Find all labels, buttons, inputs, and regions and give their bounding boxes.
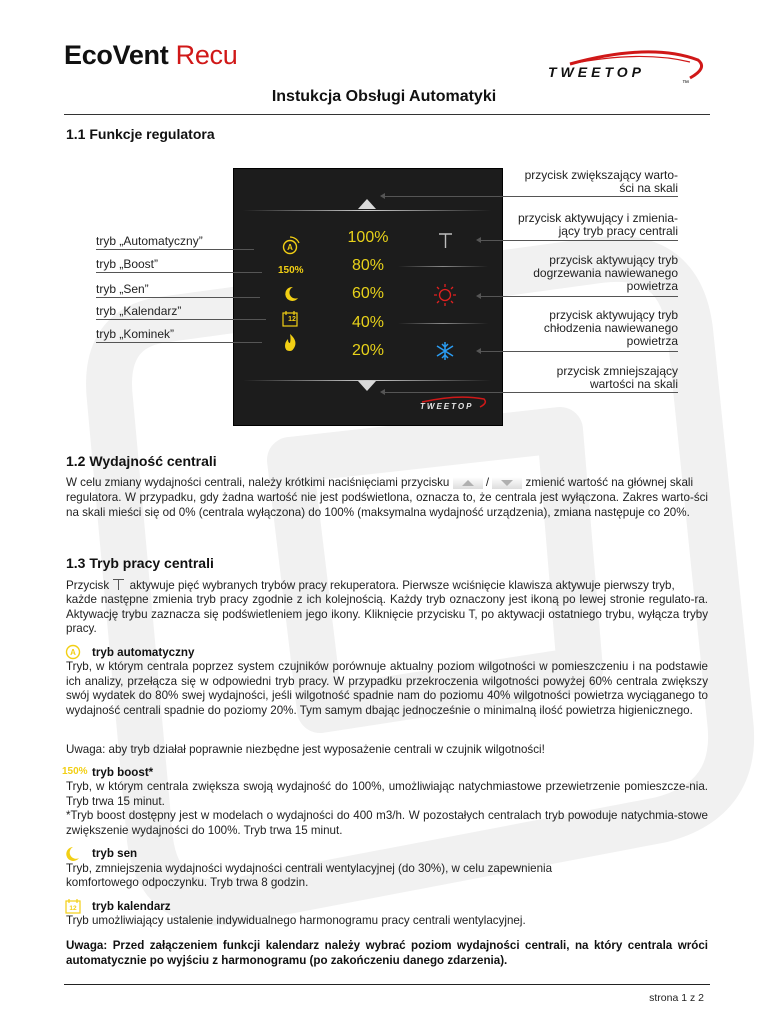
leader-arrow [476,237,481,243]
leader-line [96,297,260,298]
leader-line [480,240,678,241]
right-divider [398,266,488,267]
fireplace-flame-icon [285,334,295,351]
auto-mode-note: Uwaga: aby tryb działał poprawnie niezbędne jest wyposażenie centrali w czujnik wilgotności! [66,743,545,756]
boost-mode-icon: 150% [278,265,304,276]
label-sleep-mode: tryb „Sen” [96,282,149,296]
section-heading-modes: 1.3 Tryb pracy centrali [66,555,214,571]
footer-divider [64,984,710,985]
leader-line [96,249,254,250]
brand-name: EcoVent [64,40,169,70]
auto-mode-icon [284,237,300,254]
leader-arrow [476,348,481,354]
label-mode-button: przycisk aktywujący i zmienia- jący tryb pracy centrali [517,211,678,238]
calendar-day-number: 12 [69,905,77,912]
logo-text: TWEETOP [548,64,645,80]
scale-value: 60% [351,285,385,302]
svg-text:A: A [287,243,293,252]
scale-up-button[interactable] [358,199,376,209]
label-auto-mode: tryb „Automatyczny” [96,234,203,248]
document-title: Instukcja Obsługi Automatyki [271,88,497,105]
section-heading-functions: 1.1 Funkcje regulatora [66,126,215,142]
inline-up-icon [453,477,483,489]
logo-trademark: ™ [682,80,689,87]
brand-title [64,40,237,71]
brand-model: Recu [175,40,238,70]
cooling-snowflake-icon[interactable] [437,342,453,360]
leader-arrow [380,193,385,199]
modes-intro-line1: Przycisk aktywuje pięć wybranych trybów pracy rekuperatora. Pierwsze wciśnięcie klawisza aktywuje pierwszy tryb, [66,579,675,592]
boost-mode-icon: 150% [62,766,88,777]
calendar-mode-title: tryb kalendarz [92,900,171,913]
right-divider [398,323,488,324]
inline-down-icon [492,477,522,489]
sleep-mode-line2: komfortowego odpoczynku. Tryb trwa 8 godzin. [66,876,309,889]
leader-line [96,319,266,320]
scale-value: 40% [351,314,385,331]
label-fireplace-mode: tryb „Kominek” [96,327,175,341]
calendar-mode-note: Uwaga: Przed załączeniem funkcji kalendarz należy wybrać poziom wydajności centrali, na który centrala wróci automatycznie po wyjściu z harmonogramu (po zakończeniu danego zdarzenia). [66,939,708,967]
scale-down-button[interactable] [358,381,376,391]
panel-logo-swoosh-icon [418,394,490,410]
top-divider [243,210,491,211]
scale-value: 20% [351,342,385,359]
boost-mode-title: tryb boost* [92,766,154,779]
scale-value: 100% [347,229,389,246]
calendar-day-number: 12 [288,316,296,323]
auto-mode-paragraph: Tryb, w którym centrala poprzez system czujników porównuje aktualny poziom wilgotności w pomieszczeniu i na podstawie ich analizy, przełącza się w odpowiedni tryb pracy. W przypadku przekroczenia wilgotności powyżej 60% centrala zwiększy swój wydatek do 80% swej wydajności, jeśli wilgotność spadnie nam do poziomu 40% wilgotności powietrza wyciąganego to wydajność centrali spadnie do poziomy 20%. Tym samym dbając jednocześnie o minimalną ilość powietrza higienicznego. [66,660,708,717]
leader-line [96,342,262,343]
leader-arrow [476,293,481,299]
svg-text:A: A [70,648,76,657]
label-scale-down-button: przycisk zmniejszający wartości na skali [556,364,678,391]
page-number: strona 1 z 2 [649,992,704,1004]
capacity-paragraph-line1: W celu zmiany wydajności centrali, należy krótkimi naciśnięciami przycisku / zmienić wartość na głównej skali [66,476,694,489]
scale-value: 80% [351,257,385,274]
section-heading-capacity: 1.2 Wydajność centrali [66,453,217,469]
t-button-icon [112,578,126,590]
sleep-mode-line1: Tryb, zmniejszenia wydajności wydajności centrali wentylacyjnej (do 30%), w celu zapewnienia [66,862,553,875]
label-boost-mode: tryb „Boost” [96,257,159,271]
calendar-mode-paragraph: Tryb umożliwiający ustalenie indywidualnego harmonogramu pracy centrali wentylacyjnej. [66,914,526,927]
modes-intro-paragraph: każde następne zmienia tryb pracy zgodnie z ich kolejnością. Każdy tryb oznaczony jest ikoną po lewej stronie regulato-ra. Aktywację trybu zaznacza się podświetleniem jego ikony. Kliknięcie przycisku T, po aktywacji ostatniego trybu, wyłącza tryby pracy. [66,593,708,635]
heating-sun-icon[interactable] [434,284,456,306]
header-divider [64,114,710,115]
moon-icon [64,845,82,862]
label-scale-up-button: przycisk zwiększający warto- ści na skali [524,168,678,195]
boost-mode-note: *Tryb boost dostępny jest w modelach o wydajności do 400 m3/h. W pozostałych centralach tryb powoduje natychmia-stowe zwiększenie wydajności do 100%. Tryb trwa 15 minut. [66,809,708,837]
mode-t-button[interactable] [439,234,452,248]
leader-line [384,196,678,197]
leader-arrow [380,389,385,395]
leader-line [96,272,262,273]
label-cooling-button: przycisk aktywujący tryb chłodzenia nawiewanego powietrza [543,308,678,348]
boost-mode-paragraph: Tryb, w którym centrala zwiększa swoją wydajność do 100%, umożliwiając natychmiastowe przewietrzenie pomieszcze-nia. Tryb trwa 15 minut. [66,780,708,808]
moon-icon [285,287,298,301]
leader-line [480,351,678,352]
leader-line [384,392,678,393]
panel-logo-text: TWEETOP [420,402,474,411]
label-heating-button: przycisk aktywujący tryb dogrzewania nawiewanego powietrza [533,253,678,293]
auto-mode-title: tryb automatyczny [92,646,195,659]
leader-line [480,296,678,297]
capacity-paragraph: regulatora. W przypadku, gdy żadna wartość nie jest podświetlona, oznacza to, że centrala jest wyłączona. Zakres warto-ści na skali mieści się od 0% (centrala wyłączona) do 100% (maksymalna wydajność urządzenia), zmiana następuje co 20%. [66,491,708,519]
bottom-divider [243,380,491,381]
sleep-mode-title: tryb sen [92,847,138,860]
label-calendar-mode: tryb „Kalendarz” [96,304,182,318]
auto-mode-icon [64,644,82,660]
